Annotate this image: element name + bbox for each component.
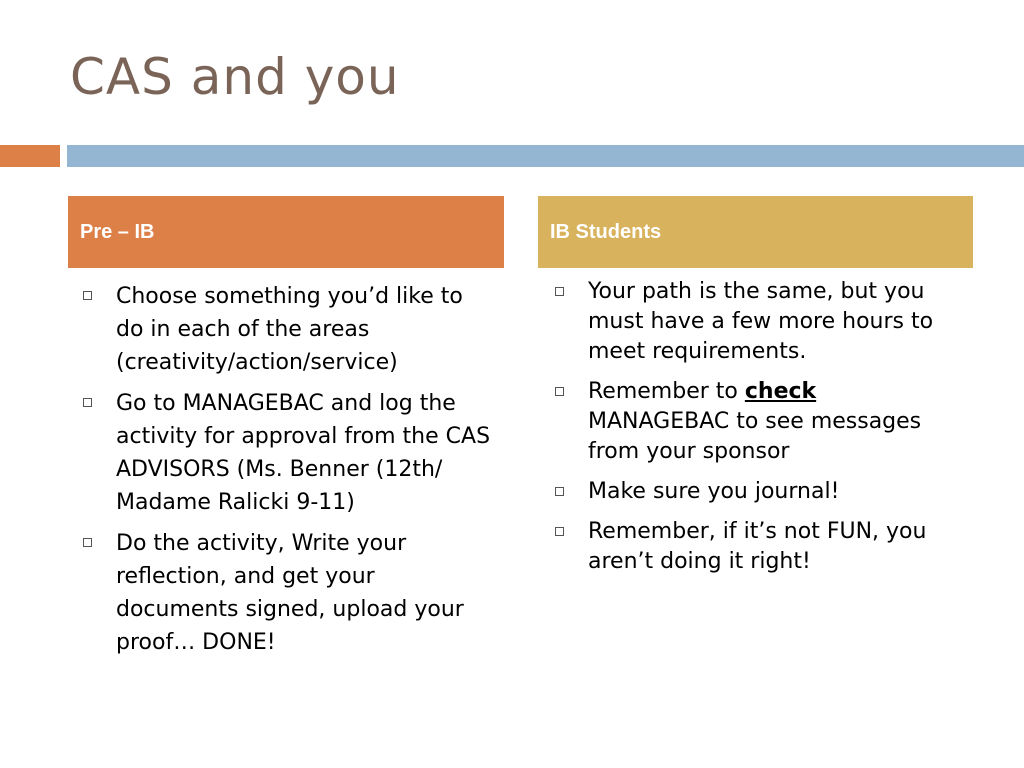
accent-bar-blue (67, 145, 1024, 167)
hollow-square-icon (555, 287, 564, 296)
list-item (76, 280, 492, 379)
bullet-text: Choose something you’d like to do in each of the areas (creativity/action/service) (116, 284, 463, 375)
bullet-text: Go to MANAGEBAC and log the activity for approval from the CAS ADVISORS (Ms. Benner (12th/ Madame Ralicki 9-11) (116, 391, 491, 515)
ib-students-bullet-list (548, 277, 964, 587)
check-emphasis: check (744, 379, 817, 404)
bullet-text: Remember, if it’s not FUN, you aren’t doing it right! (588, 519, 927, 574)
hollow-square-icon (83, 291, 92, 300)
hollow-square-icon (555, 527, 564, 536)
accent-bar-orange (0, 145, 60, 167)
bullet-text-prefix: Remember to (588, 379, 745, 404)
bullet-text: Make sure you journal! (588, 479, 840, 504)
pre-ib-bullet-list (76, 280, 492, 667)
hollow-square-icon (83, 538, 92, 547)
hollow-square-icon (555, 487, 564, 496)
list-item (76, 387, 492, 519)
column-header-ib-students: IB Students (538, 196, 973, 268)
hollow-square-icon (83, 398, 92, 407)
list-item (548, 477, 964, 507)
bullet-text: Your path is the same, but you must have a few more hours to meet requirements. (588, 279, 934, 364)
slide-title: CAS and you (70, 48, 400, 106)
list-item (548, 517, 964, 577)
hollow-square-icon (555, 387, 564, 396)
column-header-pre-ib: Pre – IB (68, 196, 504, 268)
list-item (76, 527, 492, 659)
bullet-text-suffix: MANAGEBAC to see messages from your sponsor (588, 409, 922, 464)
list-item (548, 377, 964, 467)
list-item (548, 277, 964, 367)
bullet-text: Do the activity, Write your reflection, and get your documents signed, upload your proof… DONE! (116, 531, 464, 655)
